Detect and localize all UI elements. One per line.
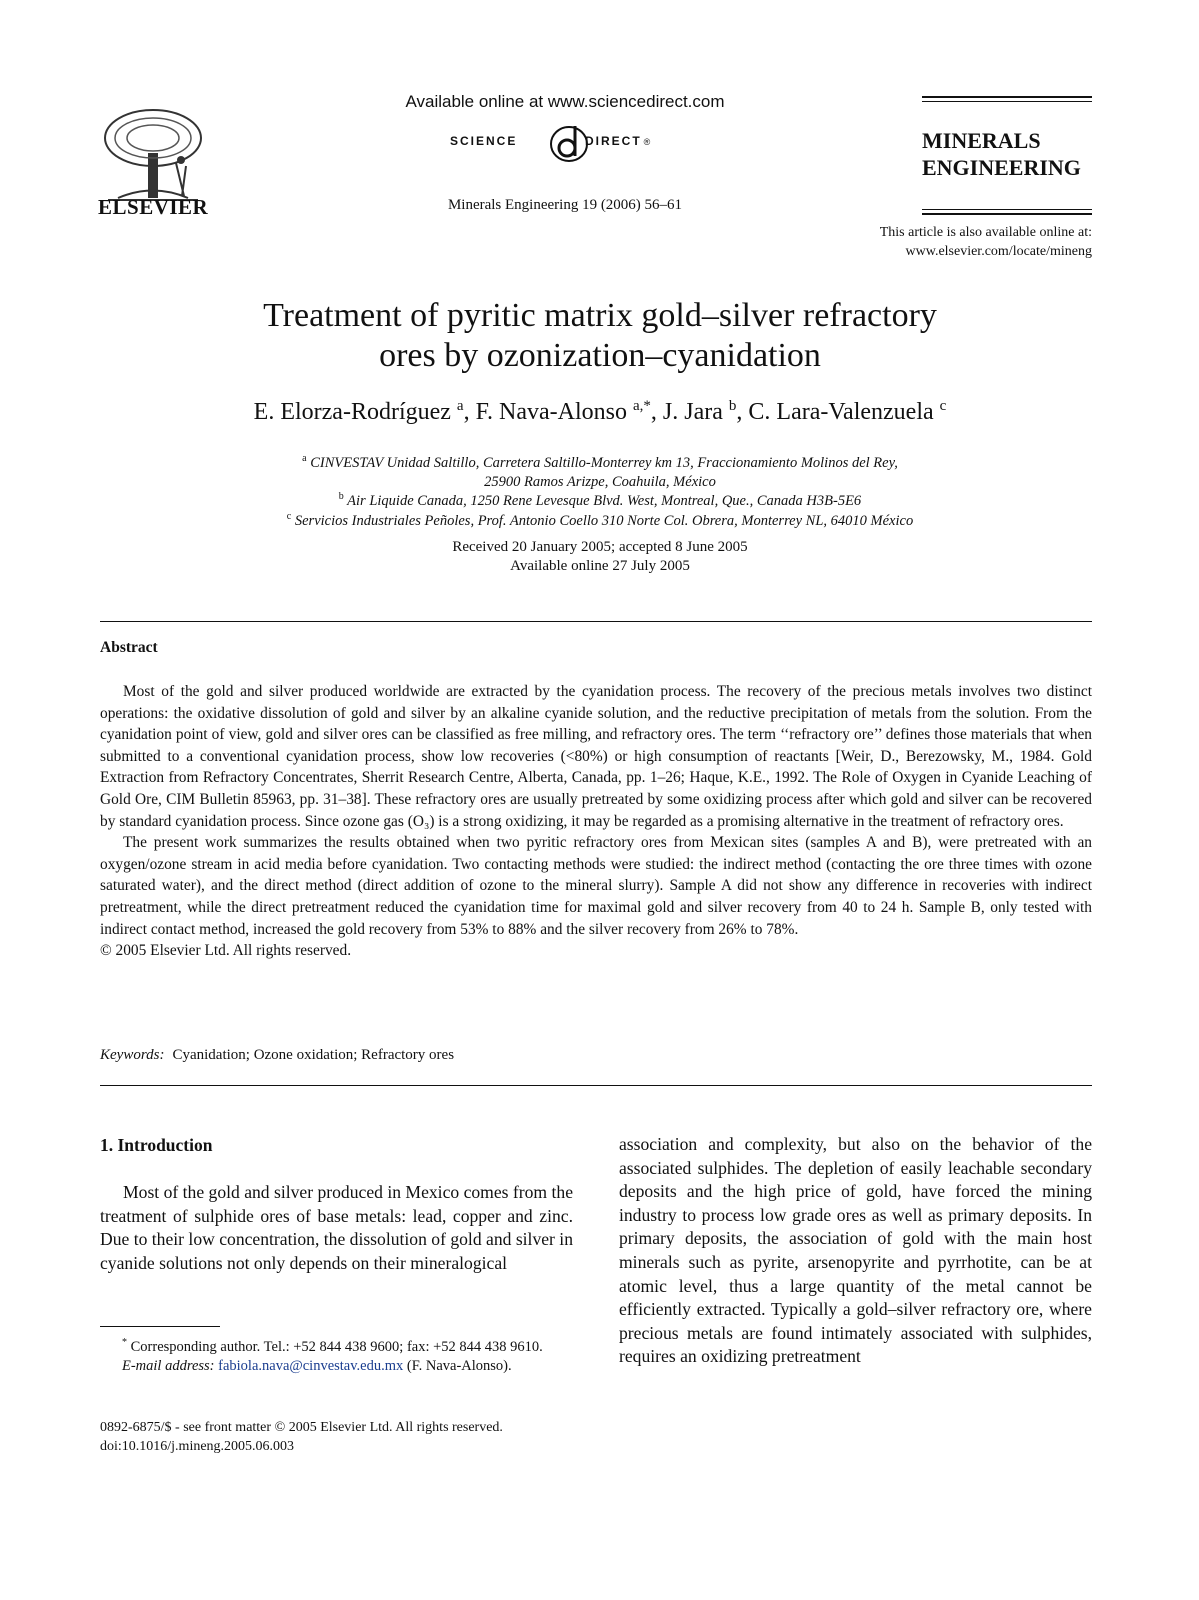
keywords-list: Cyanidation; Ozone oxidation; Refractory ores [172, 1047, 455, 1063]
sciencedirect-logo-right: DIRECT ® [585, 134, 653, 148]
footnote-rule [100, 1326, 220, 1327]
body-paragraph: association and complexity, but also on the behavior of the associated sulphides. The depletion of easily leachable secondary deposits and the high price of gold, have forced the mining industry to process low grade ores as well as primary deposits. In primary deposits, the association of gold with the main host minerals such as pyrite, arsenopyrite and pyrrhotite, can be at atomic level, thus a large quantity of the metal cannot be efficiently extracted. Typically a gold–silver refractory ore, where precious metals are found intimately associated with sulphides, requires an oxidizing pretreatment [619, 1134, 1092, 1367]
journal-rule-top [922, 96, 1092, 98]
email-link[interactable]: fabiola.nava@cinvestav.edu.mx [218, 1357, 404, 1374]
abstract-heading: Abstract [100, 639, 158, 656]
affiliation-mark: b [338, 491, 344, 502]
author-name: F. Nava-Alonso [475, 399, 627, 425]
abstract-top-rule [100, 621, 1092, 622]
also-available-note [780, 223, 1092, 261]
right-column-text [619, 1133, 1092, 1369]
affiliation-mark: c [286, 511, 292, 522]
author-affiliation-mark[interactable]: b [728, 398, 737, 414]
author-list: E. Elorza-Rodríguez $^a$, F. Nava-Alonso $^{a,*}$, J. Jara $^b$, C. Lara-Valenzuela $^c$ [253, 398, 947, 425]
journal-name-line1: MINERALS [922, 128, 1041, 153]
footnote-mark: * [122, 1337, 127, 1348]
author-affiliation-mark[interactable]: a,* [633, 398, 651, 414]
keywords [100, 1047, 454, 1064]
doi-line[interactable]: doi:10.1016/j.mineng.2005.06.003 [100, 1439, 295, 1454]
affiliation-b: $^b$ Air Liquide Canada, 1250 Rene Levesque Blvd. West, Montreal, Que., Canada H3B-5E6 [338, 491, 862, 509]
front-matter [100, 1418, 620, 1456]
publisher-name: ELSEVIER [98, 195, 209, 219]
abstract-paragraph: Most of the gold and silver produced worldwide are extracted by the cyanidation process. The recovery of the precious metals involves two distinct operations: the oxidative dissolution of gold and silver by an alkaline cyanide solution, and the reductive precipitation of metals from the solution. From the cyanidation point of view, gold and silver ores can be classified as free milling, and refractory ores. The term ‘‘refractory ore’’ defines those materials that when submitted to a conventional cyanidation process, show low recoveries (<80%) or high consumption of reactants [Weir, D., Berezowsky, M., 1984. Gold Extraction from Refractory Concentrates, Sherrit Research Centre, Alberta, Canada, pp. 1–26; Haque, K.E., 1992. The Role of Oxygen in Cyanide Leaching of Gold Ore, CIM Bulletin 85963, pp. 31–38]. These refractory ores are usually pretreated by some oxidizing process after which gold and silver can be recovered by standard cyanidation process. Since ozone gas (O₃) is a strong oxidizing, it may be regarded as a promising alternative in the treatment of refractory ores. [100, 683, 1092, 830]
journal-rule-bottom [922, 213, 1092, 215]
author-affiliation-mark[interactable]: c [939, 398, 947, 414]
article-dates [300, 538, 900, 576]
left-column-text [100, 1181, 573, 1275]
author-affiliation-mark[interactable]: a [456, 398, 464, 414]
author-name: C. Lara-Valenzuela [748, 399, 934, 425]
journal-name [922, 127, 1097, 181]
affiliation-mark: a [302, 453, 307, 464]
footnote [100, 1333, 573, 1376]
received-date: Received 20 January 2005; accepted 8 June 2005 [452, 539, 748, 555]
section-heading: 1. Introduction [100, 1135, 213, 1155]
affiliation-a: $^a$ CINVESTAV Unidad Saltillo, Carretera Saltillo-Monterrey km 13, Fraccionamiento Molinos del Rey, 25900 Ramos Arizpe, Coahuila, México [302, 453, 898, 490]
article-title-line1: Treatment of pyritic matrix gold–silver refractory [263, 297, 937, 334]
sciencedirect-logo-left: SCIENCE [450, 134, 518, 148]
abstract-copyright: © 2005 Elsevier Ltd. All rights reserved. [100, 942, 352, 960]
article-title [150, 296, 1050, 376]
journal-url-link[interactable]: www.elsevier.com/locate/mineng [905, 244, 1092, 259]
author-name: E. Elorza-Rodríguez [253, 399, 451, 425]
sciencedirect-d-icon [548, 122, 590, 164]
affiliation-c: $^c$ Servicios Industriales Peñoles, Prof. Antonio Coello 310 Norte Col. Obrera, Monterrey NL, 64010 México [286, 511, 914, 529]
journal-rule-bottom-thin [922, 209, 1092, 210]
issn-line: 0892-6875/$ - see front matter © 2005 Elsevier Ltd. All rights reserved. [100, 1420, 503, 1435]
abstract-paragraph: The present work summarizes the results obtained when two pyritic refractory ores from Mexican sites (samples A and B), were pretreated with an oxygen/ozone stream in acid media before cyanidation. Two contacting methods were studied: the indirect method (contacting the ore three times with ozone saturated water), and the direct method (direct addition of ozone to the mineral slurry). Sample A did not show any difference in recoveries with indirect pretreatment, while the direct pretreatment reduced the cyanidation time for maximal gold and silver recovery from 40 to 24 h. Sample B, only tested with indirect contact method, increased the gold recovery from 53% to 88% and the silver recovery from 26% to 78%. [100, 834, 1092, 938]
email-note: E-mail address: fabiola.nava@cinvestav.edu.mx (F. Nava-Alonso). [122, 1357, 512, 1374]
article-title-line2: ores by ozonization–cyanidation [379, 337, 821, 374]
keywords-label: Keywords: [100, 1047, 165, 1063]
author-name: J. Jara [662, 399, 723, 425]
journal-reference: Minerals Engineering 19 (2006) 56–61 [447, 197, 683, 213]
journal-name-line2: ENGINEERING [922, 155, 1081, 180]
also-available-line1: This article is also available online at: [879, 225, 1092, 240]
journal-rule-top-thin [922, 101, 1092, 102]
online-date: Available online 27 July 2005 [510, 558, 690, 574]
abstract-body [100, 681, 1092, 962]
body-paragraph: Most of the gold and silver produced in Mexico comes from the treatment of sulphide ores of base metals: lead, copper and zinc. Due to their low concentration, the dissolution of gold and silver in cyanide solutions not only depends on their mineralogical [100, 1182, 574, 1273]
available-online-text[interactable]: Available online at www.sciencedirect.com [405, 92, 725, 111]
corresponding-author-note: * Corresponding author. Tel.: +52 844 438 9600; fax: +52 844 438 9610. [122, 1337, 543, 1355]
abstract-bottom-rule [100, 1085, 1092, 1086]
